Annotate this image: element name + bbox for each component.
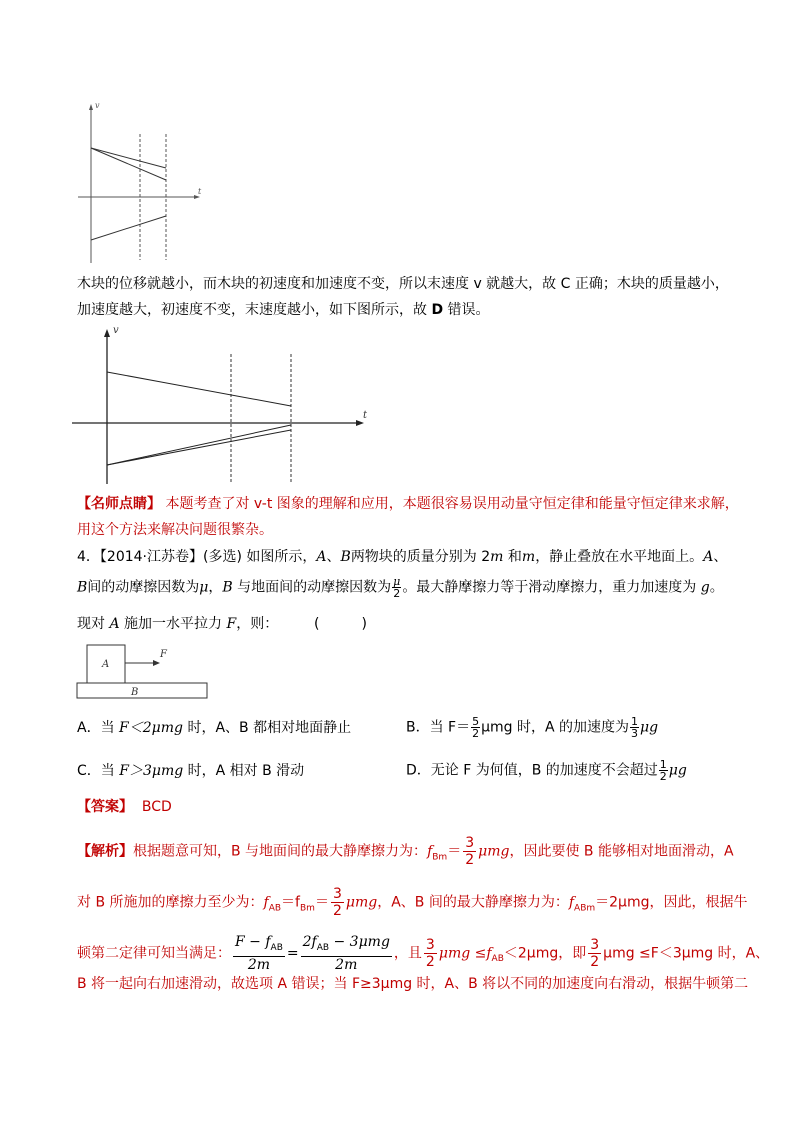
option-d-frac [659,759,668,782]
v-line-a [91,148,166,168]
frac-den: 2 [425,953,435,970]
q-text-2b: ， [208,579,223,596]
q-a2: A [703,549,714,565]
q-m1: m [490,549,504,565]
q-text-2a: 间的动摩擦因数为 [87,579,200,596]
frac-den: 2 [472,727,480,740]
vt-graph-1 [78,98,208,268]
analysis-line3 [77,934,769,973]
frac-den: 2m [247,956,271,973]
option-d [406,759,687,782]
frac-num [301,934,392,957]
analysis-l3-b: ，且 [393,945,422,962]
tip-label: 【名师点睛】 [77,496,161,512]
option-a [77,718,351,738]
frac2-num-text: 2f [302,934,317,950]
option-c-label: C．当 [77,763,120,779]
para1-line2 [77,300,490,320]
frac-num: 1 [631,715,639,728]
analysis-line2 [77,886,747,919]
frac1-num-sub: AB [270,942,283,953]
block-figure [74,642,214,702]
option-a-cond: F＜2μmg [119,720,183,736]
v-line-c [91,216,166,240]
q-b: B [340,549,351,565]
question-source: 【2014·江苏卷】 [99,549,204,565]
frac2-num-text2: − 3μmg [329,934,390,950]
analysis-l3-a: 顿第二定律可知当满足： [77,945,231,962]
analysis-l1-a: 根据题意可知，B 与地面间的最大静摩擦力为： [133,843,428,860]
option-c-text: 时，A 相对 B 滑动 [183,763,305,779]
vt-graph-2 [66,324,376,486]
axis-t-label: t [363,410,368,421]
frac-num [233,934,285,957]
option-b-label: B．当 F＝ [406,719,471,736]
q-m2: m [521,549,536,565]
frac-num: 5 [472,715,480,728]
q-a3: A [109,616,120,632]
frac-num: 1 [659,758,667,771]
analysis-l3-e: μmg ≤F＜3μmg 时，A、 [603,945,770,962]
q-text-1b: 、 [326,549,341,565]
analysis-l2-fab: AB [268,903,282,914]
question-number: 4． [77,549,100,565]
v-axis-arrow [104,329,110,337]
q-text-3b: 施加一水平拉力 [119,616,227,632]
q-text-2c: 与地面间的动摩擦因数为 [232,579,392,596]
option-c [77,761,304,781]
option-a-text: 时，A、B 都相对地面静止 [183,720,352,736]
para1-line1: 木块的位移就越小，而木块的初速度和加速度不变，所以末速度 v 就越大，故 C 正确；木块的质量越小， [77,276,729,292]
analysis-l1-mmg: μmg [478,843,510,860]
option-b-frac2 [630,716,639,739]
analysis-l3-c: μmg ≤f [438,945,492,962]
option-d-end: μg [668,762,687,779]
analysis-l2-frac [331,886,344,919]
analysis-l3-frac1 [233,934,285,973]
frac-num: μ [393,575,401,588]
frac-den: 2 [659,770,667,783]
answer-line [77,797,172,817]
para1-line2-end: 错误。 [443,302,490,318]
v-line-a [107,372,291,406]
analysis-l2-sub2: Bm [299,903,315,914]
analysis-line4: B 将一起向右加速滑动，故选项 A 错误；当 F≥3μmg 时，A、B 将以不同的加速度向右滑动，根据牛顿第二 [77,976,749,992]
para1-line2-d: D [431,302,444,318]
answer-label: 【答案】 [77,799,133,815]
q-text-2e: 。 [709,579,724,596]
analysis-l3-eq: = [286,945,299,962]
option-b-end: μg [640,719,659,736]
option-b-frac [471,716,480,739]
frac1-num-text: F − f [235,934,271,950]
q-text-1d: 和 [503,549,522,565]
option-d-label: D．无论 F 为何值，B 的加速度不会超过 [406,762,658,779]
analysis-l2-a: 对 B 所施加的摩擦力至少为： [77,894,264,911]
frac-num: 3 [465,835,475,851]
analysis-l3-frac2 [301,934,392,973]
frac-den: 3 [631,727,639,740]
q-g: g [700,579,710,596]
question-line2 [77,576,724,599]
frac-num: 3 [425,936,435,953]
analysis-l2-eq: ＝ [314,894,329,911]
analysis-l2-c: ＝2μmg，因此，根据牛 [595,894,748,911]
analysis-l2-f: f [263,894,269,911]
option-c-cond: F＞3μmg [119,763,184,779]
analysis-l1-b: ，因此要使 B 能够相对地面滑动，A [509,843,734,860]
analysis-l3-frac4 [588,937,601,970]
axis-v-label: v [113,325,119,336]
q-text-2d: 。最大静摩擦力等于滑动摩擦力，重力加速度为 [402,579,701,596]
question-line1 [77,547,727,567]
option-a-label: A．当 [77,720,120,736]
q-text-1f: 、 [713,549,728,565]
frac-den: 2 [590,953,600,970]
q-f: F [226,616,237,632]
v-line-b [107,425,291,465]
analysis-line1 [77,835,734,868]
force-arrow-head [153,660,160,666]
answer-value: BCD [141,799,172,815]
tip-line1 [77,494,739,514]
axis-v-label: v [95,101,100,110]
q-text-3c: ，则： [236,616,279,632]
q-mu: μ [199,579,209,596]
analysis-l1-sub: Bm [432,852,448,863]
v-line-c [107,430,291,465]
analysis-label: 【解析】 [77,843,133,860]
v-axis-arrow [89,104,93,110]
question-line3 [77,614,278,634]
q-text-1e: ，静止叠放在水平地面上。 [535,549,704,565]
frac-den: 2 [332,903,342,919]
analysis-l3-frac3 [424,937,437,970]
v-line-b [91,148,166,180]
q-b2: B [77,579,88,596]
q-text-3a: 现对 [77,616,110,632]
block-b [77,683,207,698]
option-b [406,716,658,739]
para1-line2-text: 加速度越大，初速度不变，末速度越小，如下图所示，故 [77,302,432,318]
tip-text1: 本题考查了对 v-t 图象的理解和应用，本题很容易误用动量守恒定律和能量守恒定律来求解， [165,496,739,512]
analysis-l2-b: ，A、B 间的最大静摩擦力为： [377,894,569,911]
tip-line2: 用这个方法来解决问题很繁杂。 [77,522,273,538]
block-b-label: B [131,687,139,698]
frac-den: 2m [335,956,358,973]
frac-den: 2 [465,852,475,868]
q-frac-mu-2 [392,576,401,599]
q-text-1c: 两物块的质量分别为 2 [350,549,491,565]
analysis-l2-mmg: μmg [345,894,378,911]
analysis-l1-f: f [427,843,433,860]
axis-t-label: t [198,187,202,196]
option-b-mid: μmg 时，A 的加速度为 [481,719,630,736]
analysis-l1-frac [463,835,476,868]
analysis-l3-d2: ＜2μmg，即 [503,945,587,962]
frac-num: 3 [590,936,600,953]
answer-paren: ( ) [314,616,367,632]
frac2-num-sub: AB [316,942,330,953]
analysis-l1-eq: ＝ [447,843,462,860]
analysis-l2-mid: ＝f [281,894,300,911]
analysis-l2-fabm: ABm [574,903,596,914]
force-label: F [160,649,167,660]
q-b3: B [222,579,233,596]
block-a-label: A [102,659,110,670]
analysis-l2-f2: f [568,894,575,911]
frac-den: 2 [393,587,401,600]
q-a: A [316,549,327,565]
frac-num: 3 [332,886,342,902]
q-text-1a: (多选) 如图所示， [203,549,317,565]
analysis-l3-csub: AB [491,954,504,965]
